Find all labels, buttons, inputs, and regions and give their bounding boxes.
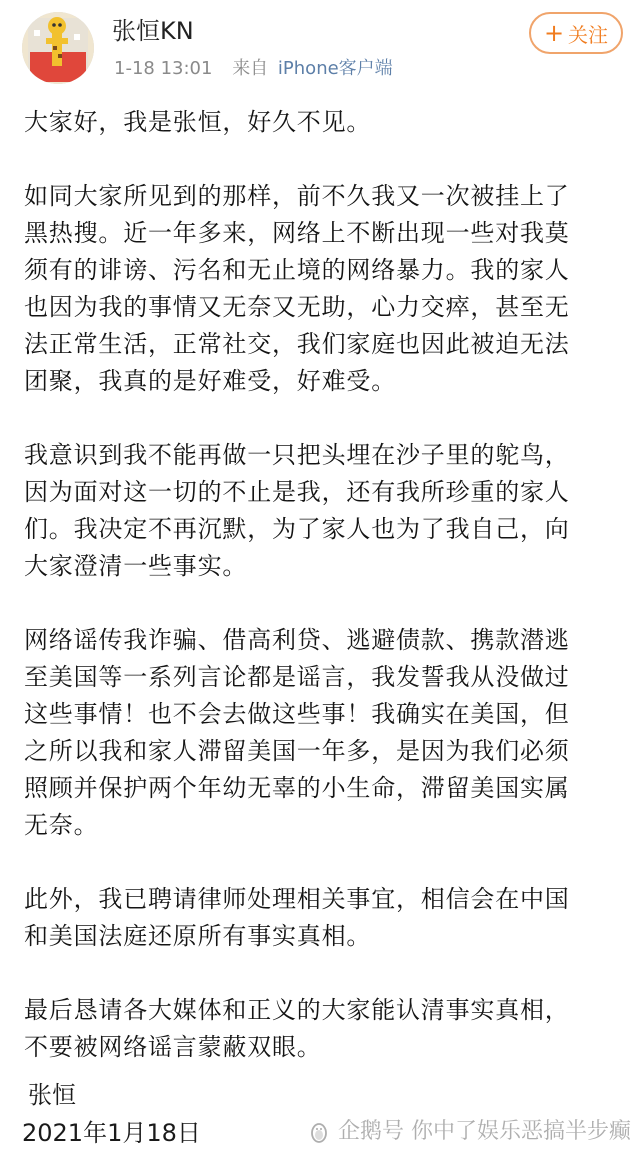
username[interactable]: 张恒KN: [112, 17, 194, 45]
post-paragraph: 大家好，我是张恒，好久不见。: [24, 108, 372, 136]
post-body: [24, 104, 624, 1103]
watermark-text: 企鹅号 你中了娱乐恶搞半步癫: [338, 1119, 631, 1144]
post-header: [0, 0, 641, 96]
post-meta: [114, 58, 393, 80]
plus-icon: +: [543, 19, 565, 47]
post-source[interactable]: iPhone客户端: [277, 58, 393, 79]
avatar-image: [22, 12, 94, 84]
penguin-icon: [308, 1121, 330, 1143]
post-paragraph: 如同大家所见到的那样，前不久我又一次被挂上了 黑热搜。近一年多来，网络上不断出现一些对我莫 须有的诽谤、污名和无止境的网络暴力。我的家人 也因为我的事情又无奈又无助，心力交瘁，甚至无 法正常生活，正常社交，我们家庭也因此被迫无法 团聚，我真的是好难受，好难受。: [24, 182, 570, 395]
follow-label: 关注: [568, 22, 609, 47]
signature: 张恒: [28, 1081, 76, 1109]
follow-button[interactable]: [529, 12, 623, 54]
avatar[interactable]: [22, 12, 94, 84]
post-paragraph: 网络谣传我诈骗、借高利贷、逃避债款、携款潜逃 至美国等一系列言论都是谣言，我发誓我从没做过 这些事情！也不会去做这些事！我确实在美国，但 之所以我和家人滞留美国一年多，是因为我们必须 照顾并保护两个年幼无辜的小生命，滞留美国实属 无奈。: [24, 626, 570, 839]
source-prefix: 来自: [232, 58, 269, 79]
post-time: 1-18 13:01: [114, 58, 213, 79]
watermark: [308, 1118, 631, 1146]
post-paragraph: 此外，我已聘请律师处理相关事宜，相信会在中国 和美国法庭还原所有事实真相。: [24, 885, 570, 950]
signature-date: 2021年1月18日: [22, 1119, 201, 1147]
post-paragraph: 最后恳请各大媒体和正义的大家能认清事实真相， 不要被网络谣言蒙蔽双眼。: [24, 996, 570, 1061]
post-paragraph: 我意识到我不能再做一只把头埋在沙子里的鸵鸟， 因为面对这一切的不止是我，还有我所珍重的家人 们。我决定不再沉默，为了家人也为了我自己，向 大家澄清一些事实。: [24, 441, 570, 580]
